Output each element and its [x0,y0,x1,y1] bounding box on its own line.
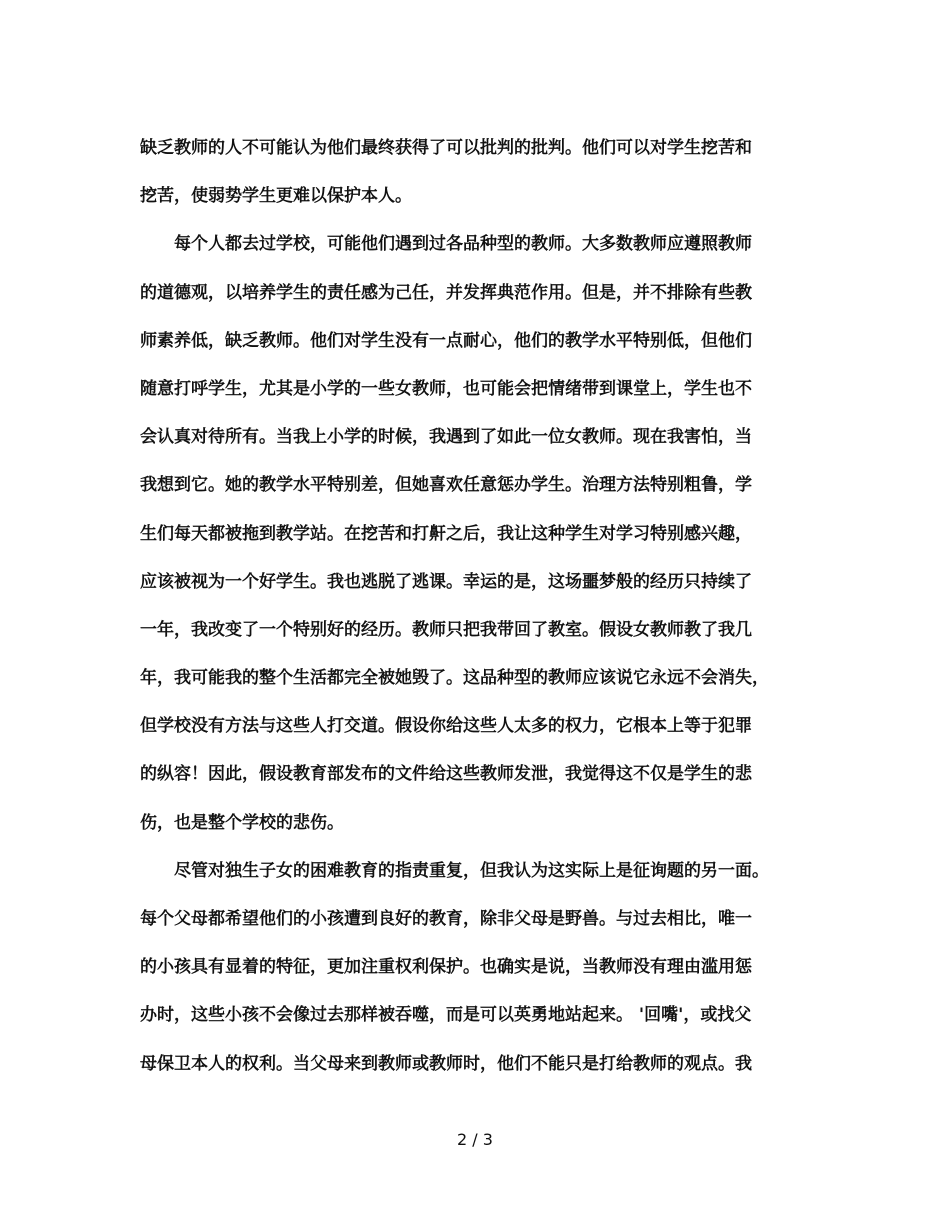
text-line: 会认真对待所有。当我上小学的时候，我遇到了如此一位女教师。现在我害怕，当 [140,427,752,448]
text-line: 的纵容！因此，假设教育部发布的文件给这些教师发泄，我觉得这不仅是学生的悲 [140,764,752,785]
text-line: 生们每天都被拖到教学站。在挖苦和打鼾之后，我让这种学生对学习特别感兴趣， [140,523,752,544]
page-number: 2 / 3 [457,1130,493,1149]
text-line: 的小孩具有显着的特征，更加注重权利保护。也确实是说，当教师没有理由滥用惩 [140,957,752,978]
text-line: 每个人都去过学校，可能他们遇到过各品种型的教师。大多数教师应遵照教师 [174,234,752,255]
text-line: 一年，我改变了一个特别好的经历。教师只把我带回了教室。假设女教师教了我几 [140,619,752,640]
text-line: 应该被视为一个好学生。我也逃脱了逃课。幸运的是，这场噩梦般的经历只持续了 [140,571,752,592]
text-line: 我想到它。她的教学水平特别差，但她喜欢任意惩办学生。治理方法特别粗鲁，学 [140,475,752,496]
text-line: 每个父母都希望他们的小孩遭到良好的教育，除非父母是野兽。与过去相比，唯一 [140,909,752,929]
text-line: 的道德观，以培养学生的责任感为己任，并发挥典范作用。但是，并不排除有些教 [140,282,752,303]
text-line: 缺乏教师的人不可能认为他们最终获得了可以批判的批判。他们可以对学生挖苦和 [140,138,752,158]
text-line: 尽管对独生子女的困难教育的指责重复，但我认为这实际上是征询题的另一面。 [174,860,769,881]
text-line: 随意打呼学生，尤其是小学的一些女教师，也可能会把情绪带到课堂上，学生也不 [140,378,752,399]
text-line: 办时，这些小孩不会像过去那样被吞噬，而是可以英勇地站起来。 '回嘴'，或找父 [140,1005,752,1026]
text-line: 挖苦，使弱势学生更难以保护本人。 [140,186,412,207]
text-line: 伤，也是整个学校的悲伤。 [140,812,344,833]
text-line: 年，我可能我的整个生活都完全被她毁了。这品种型的教师应该说它永远不会消失， [140,668,769,689]
text-line: 母保卫本人的权利。当父母来到教师或教师时，他们不能只是打给教师的观点。我 [140,1053,752,1074]
document-body [140,124,824,1088]
text-line: 师素养低，缺乏教师。他们对学生没有一点耐心，他们的教学水平特别低，但他们 [140,330,752,351]
text-line: 但学校没有方法与这些人打交道。假设你给这些人太多的权力，它根本上等于犯罪 [140,716,752,737]
